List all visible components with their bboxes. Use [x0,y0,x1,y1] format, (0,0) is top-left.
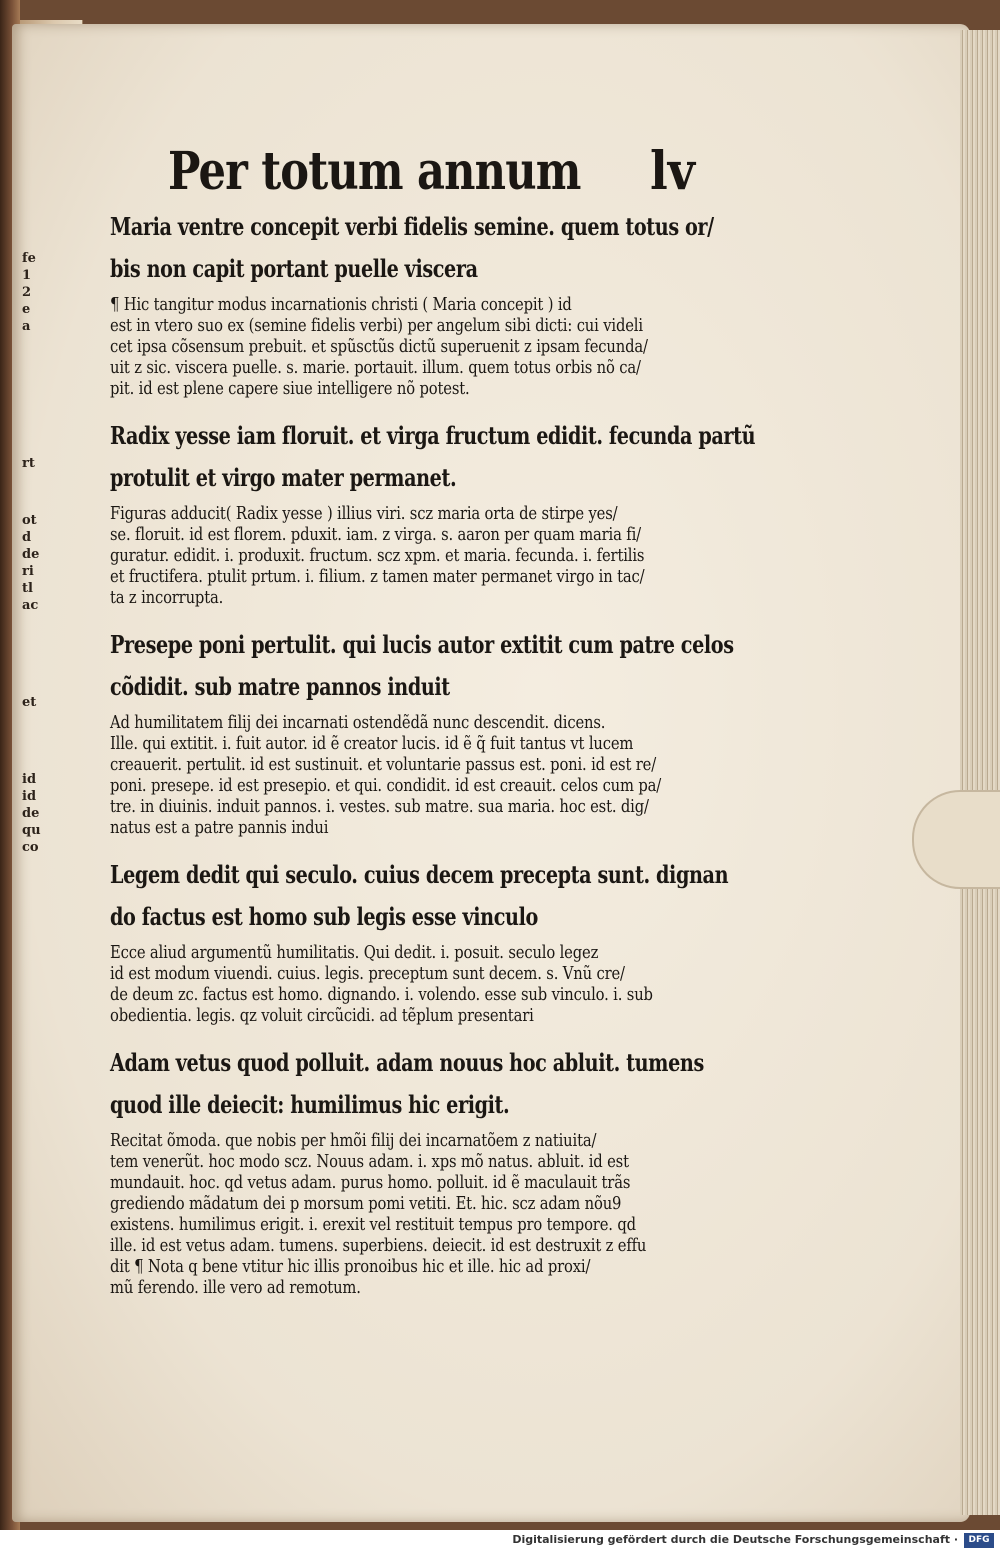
ribbon-marker [912,790,1000,889]
gloss-line: id est modum viuendi. cuius. legis. preceptum sunt decem. s. Vnũ cre/ [110,963,625,984]
funding-credit: Digitalisierung gefördert durch die Deutsche Forschungsgemeinschaft · [512,1533,958,1546]
page-edges [960,30,1000,1515]
gloss-line: uit z sic. viscera puelle. s. marie. portauit. illum. quem totus orbis nõ ca/ [110,357,641,378]
gloss-line: pit. id est plene capere siue intelligere nõ potest. [110,378,470,399]
fragment: tl [22,581,33,596]
gloss-line: natus est a patre pannis indui [110,817,329,838]
hymn-line: cõdidit. sub matre pannos induit [110,672,450,701]
hymn-line: protulit et virgo mater permanet. [110,463,457,492]
gloss-line: est in vtero suo ex (semine fidelis verbi) per angelum sibi dicti: cui videli [110,315,643,336]
commentary [110,712,770,838]
previous-page-text [22,250,72,1270]
gloss-line: obedientia. legis. qz voluit circũcidi. ad tẽplum presentari [110,1005,534,1026]
fragment: co [22,840,39,855]
stanza [110,854,770,1026]
fragment: rt [22,456,35,471]
gloss-line: Ecce aliud argumentũ humilitatis. Qui dedit. i. posuit. seculo legez [110,942,599,963]
gloss-line: grediendo mãdatum dei p morsum pomi vetiti. Et. hic. scz adam nõu9 [110,1193,622,1214]
gloss-line: Ad humilitatem filij dei incarnati ostendẽdã nunc descendit. dicens. [110,712,606,733]
fragment: ot [22,513,37,528]
hymn-line: Adam vetus quod polluit. adam nouus hoc abluit. tumens [110,1048,704,1077]
gloss-line: mũ ferendo. ille vero ad remotum. [110,1277,361,1298]
hymn-line: bis non capit portant puelle viscera [110,254,478,283]
gloss-line: creauerit. pertulit. id est sustinuit. et voluntarie passus est. poni. id est re/ [110,754,657,775]
gloss-line: cet ipsa cõsensum prebuit. et spũsctũs dictũ superuenit z ipsam fecunda/ [110,336,648,357]
stanza [110,624,770,838]
fragment: id [22,789,37,804]
hymn-line: Maria ventre concepit verbi fidelis semine. quem totus or/ [110,212,714,241]
hymn-line: Presepe poni pertulit. qui lucis autor extitit cum patre celos [110,630,734,659]
folio-number: lv [650,141,695,202]
gloss-line: Recitat õmoda. que nobis per hmõi filij dei incarnatõem z natiuita/ [110,1130,597,1151]
fragment: fe [22,251,36,266]
commentary [110,942,770,1026]
stanza [110,206,770,399]
fragment: et [22,695,37,710]
hymn-line: Radix yesse iam floruit. et virga fructum edidit. fecunda partũ [110,421,756,450]
gloss-line: ¶ Hic tangitur modus incarnationis christi ( Maria concepit ) id [110,294,572,315]
fragment: e [22,302,31,317]
commentary [110,1130,770,1298]
commentary [110,294,770,399]
fragment: a [22,319,31,334]
gloss-line: dit ¶ Nota q bene vtitur hic illis pronoibus hic et ille. hic ad proxi/ [110,1256,591,1277]
hymn-line: do factus est homo sub legis esse vinculo [110,902,538,931]
gloss-line: existens. humilimus erigit. i. erexit vel restituit tempus pro tempore. qd [110,1214,636,1235]
fragment: 2 [22,285,32,300]
fragment: d [22,530,32,545]
gloss-line: tre. in diuinis. induit pannos. i. vestes. sub matre. sua maria. hoc est. dig/ [110,796,649,817]
fragment: id [22,772,37,787]
gloss-line: de deum zc. factus est homo. dignando. i. volendo. esse sub vinculo. i. sub [110,984,653,1005]
gloss-line: se. floruit. id est florem. pduxit. iam. z virga. s. aaron per quam maria fi/ [110,524,641,545]
footer-bar [0,1530,1000,1552]
running-title: Per totum annum [168,141,581,202]
commentary [110,503,770,608]
fragment: ac [22,598,39,613]
hymn-line: Legem dedit qui seculo. cuius decem precepta sunt. dignan [110,860,729,889]
fragment: de [22,547,40,562]
gloss-line: ille. id est vetus adam. tumens. superbiens. deiecit. id est destruxit z effu [110,1235,647,1256]
gloss-line: Figuras adducit( Radix yesse ) illius viri. scz maria orta de stirpe yes/ [110,503,618,524]
running-head [110,140,770,206]
gloss-line: tem venerũt. hoc modo scz. Nouus adam. i. xps mõ natus. abluit. id est [110,1151,629,1172]
fragment: de [22,806,40,821]
gloss-line: et fructifera. ptulit prtum. i. filium. z tamen mater permanet virgo in tac/ [110,566,645,587]
gloss-line: ta z incorrupta. [110,587,224,608]
stanza [110,415,770,608]
gloss-line: Ille. qui extitit. i. fuit autor. id ẽ creator lucis. id ẽ q̃ fuit tantus vt lucem [110,733,634,754]
stanza [110,1042,770,1298]
text-block [110,140,770,1314]
fragment: ri [22,564,34,579]
hymn-line: quod ille deiecit: humilimus hic erigit. [110,1090,510,1119]
fragment: qu [22,823,41,838]
gloss-line: guratur. edidit. i. produxit. fructum. scz xpm. et maria. fecunda. i. fertilis [110,545,645,566]
gloss-line: mundauit. hoc. qd vetus adam. purus homo. polluit. id ẽ maculauit trãs [110,1172,631,1193]
gloss-line: poni. presepe. id est presepio. et qui. condidit. id est creauit. celos cum pa/ [110,775,662,796]
dfg-logo: DFG [964,1533,994,1548]
fragment: 1 [22,268,32,283]
